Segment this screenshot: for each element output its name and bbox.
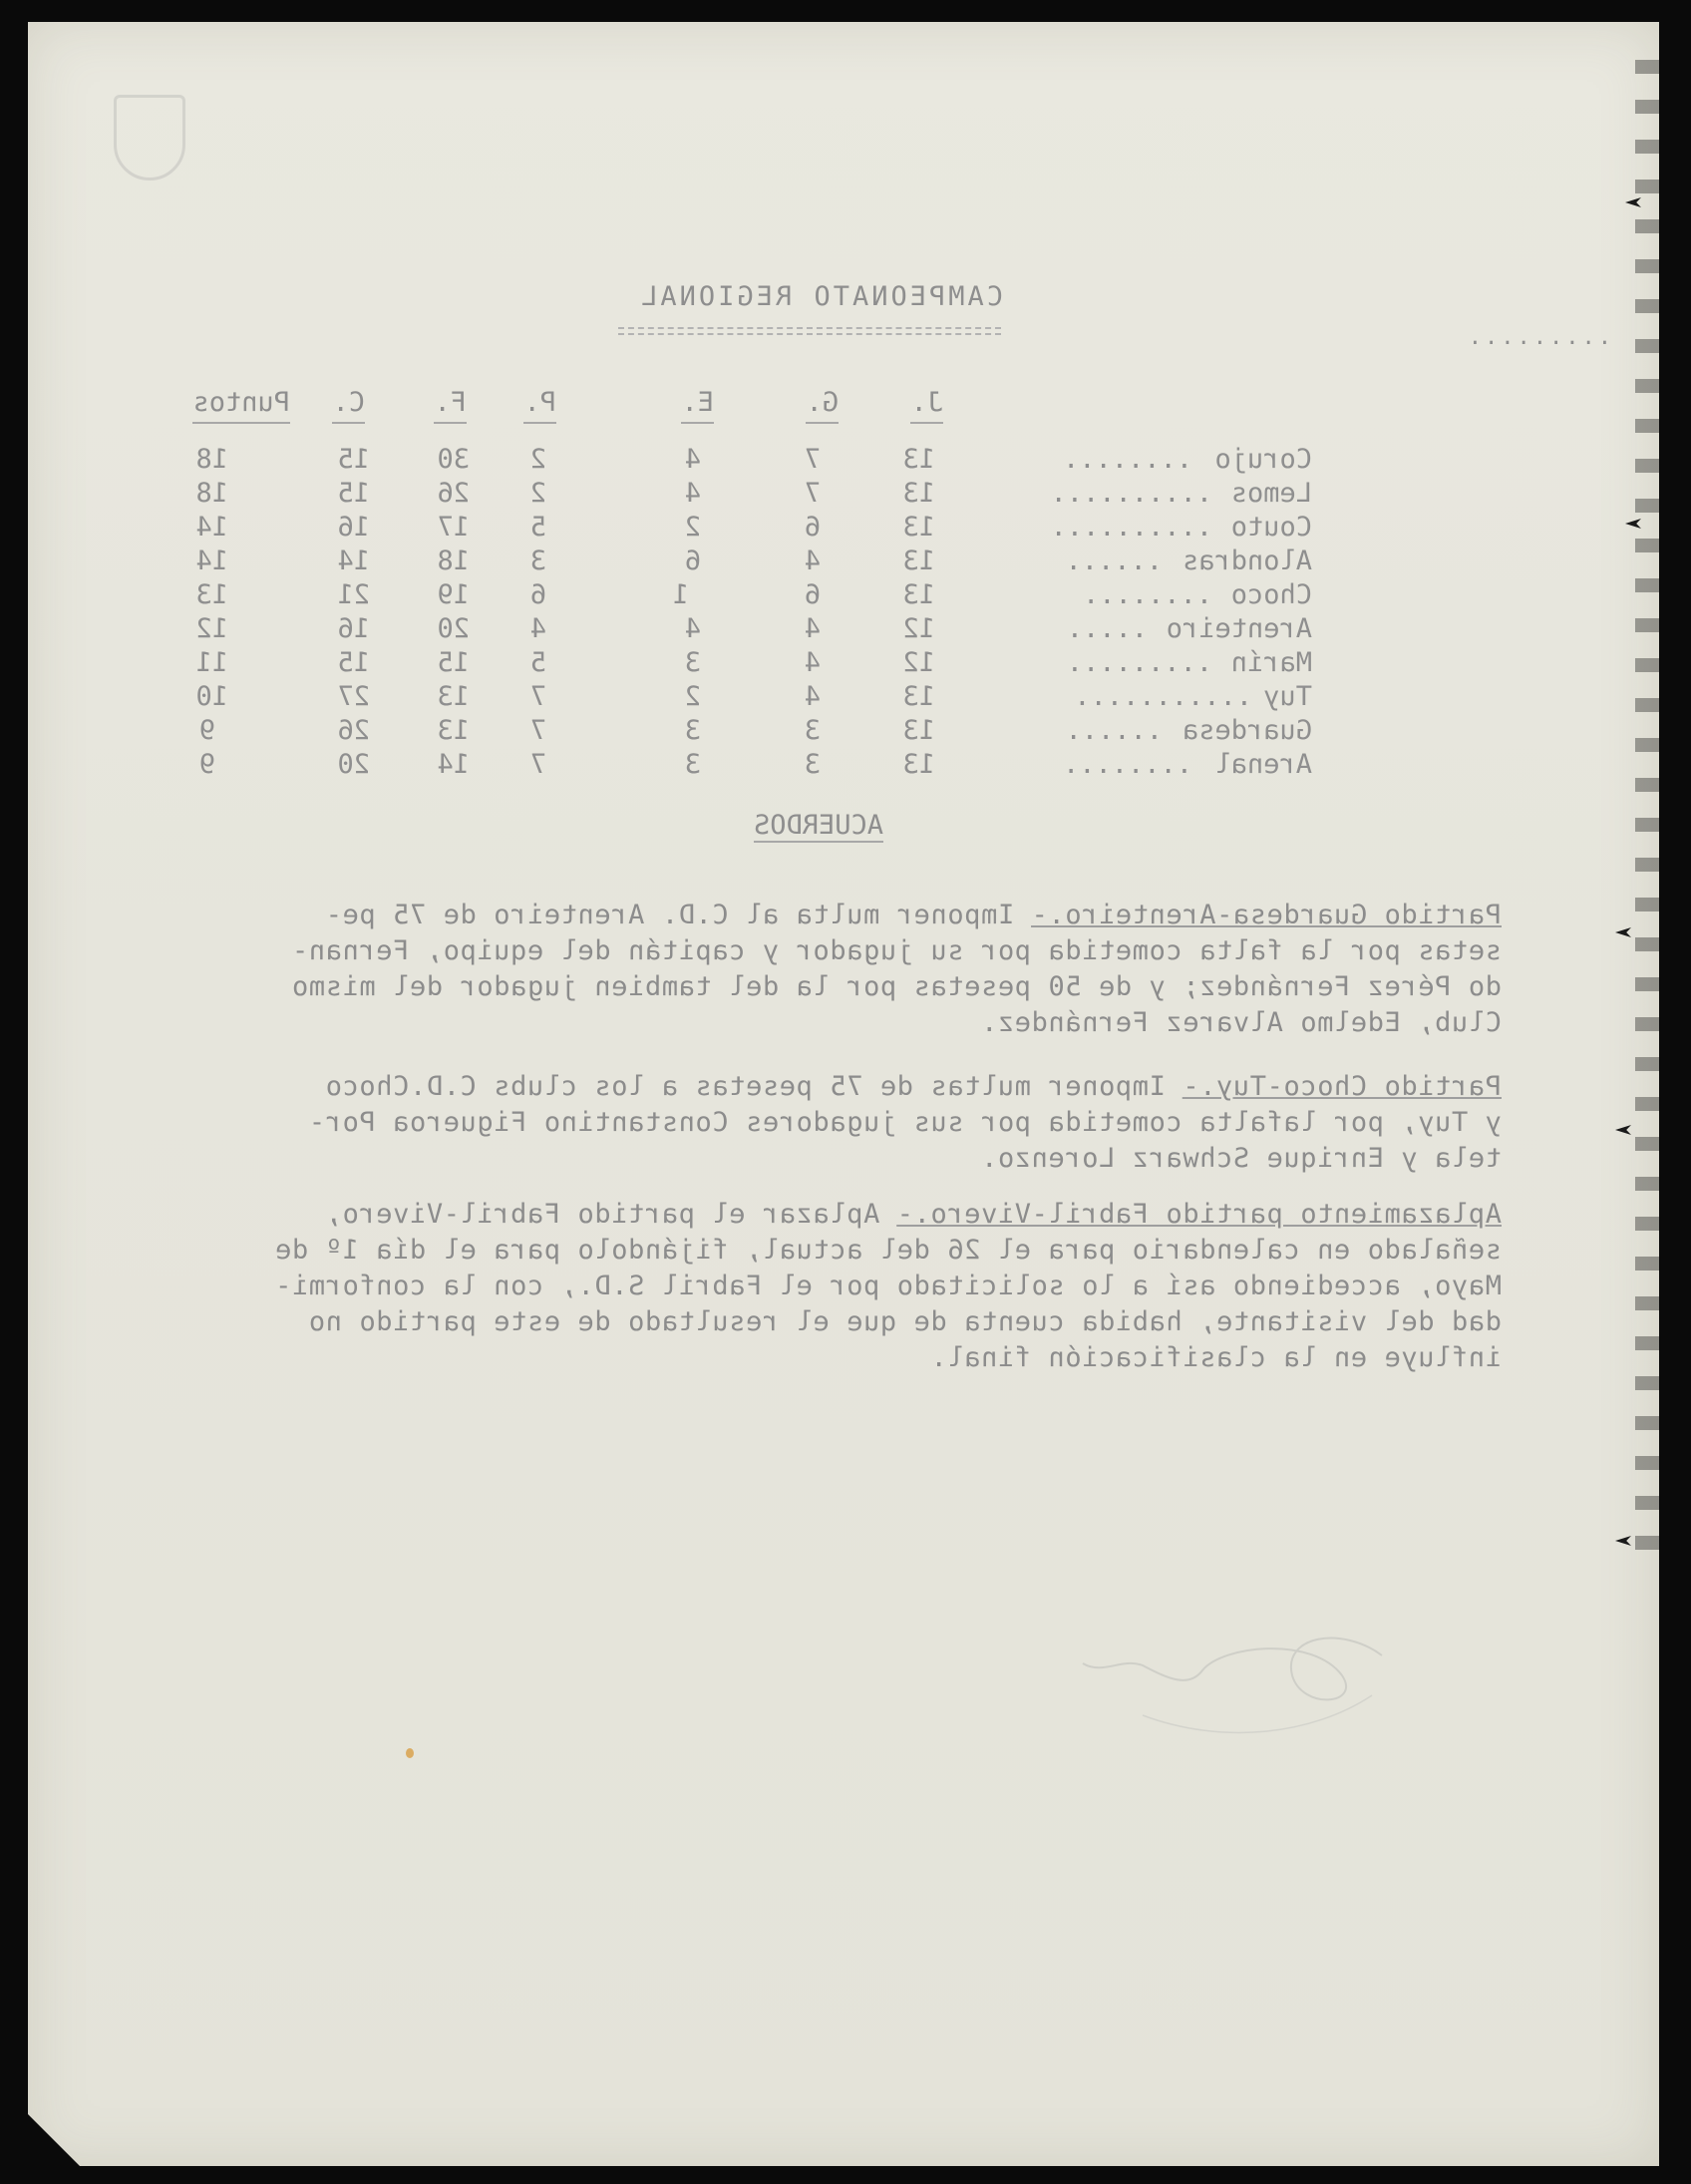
cell-e: 2 [684, 681, 701, 712]
cell-c: 21 [337, 579, 370, 610]
club-name: Alondras [1182, 546, 1312, 576]
table-row [0, 478, 1691, 512]
cell-p: 2 [529, 444, 546, 475]
agreement-line: Imponer multa al C.D. Arenteiro de 75 pe- [325, 900, 1032, 930]
cell-e: 3 [684, 715, 701, 746]
cell-p: 7 [529, 681, 546, 712]
cell-f: 13 [437, 681, 470, 712]
cell-e: 4 [684, 444, 701, 475]
col-e: E. [681, 387, 714, 424]
cell-g: 3 [804, 749, 821, 780]
signature-bleed [1073, 1616, 1402, 1755]
cell-p: 2 [529, 478, 546, 509]
cell-puntos: 11 [195, 647, 228, 678]
agreement-line: do Pérez Fernández; y de 50 pesetas por la del tambien jugador del mismo [291, 971, 1502, 1002]
agreement-line: tela y Enrique Schwarz Lorenzo. [980, 1143, 1502, 1174]
club-name: Lemos [1230, 478, 1312, 509]
col-puntos: Puntos [192, 387, 290, 424]
agreement-line: dad del visitante, habida cuenta de que el resultado de este partido no [308, 1306, 1502, 1337]
cell-p: 3 [529, 546, 546, 576]
club-name: Tuy [1263, 681, 1312, 712]
cell-g: 6 [804, 512, 821, 543]
cell-puntos: 12 [195, 613, 228, 644]
col-p: P. [523, 387, 556, 424]
agreement-paragraph [46, 898, 1502, 1041]
cell-f: 20 [437, 613, 470, 644]
table-row [0, 512, 1691, 546]
cell-c: 16 [337, 613, 370, 644]
cell-j: 13 [902, 681, 935, 712]
club-dots: ...... [1065, 715, 1163, 746]
club-dots: .......... [1050, 478, 1212, 509]
agreement-lead: Partido Guardesa-Arenteiro.- [1031, 900, 1502, 930]
cell-p: 4 [529, 613, 546, 644]
cell-c: 15 [337, 478, 370, 509]
agreement-line: Imponer multas de 75 pesetas a los clubs C.D.Choco [325, 1071, 1183, 1102]
cell-e: 3 [684, 647, 701, 678]
cell-p: 7 [529, 749, 546, 780]
cell-puntos: 14 [195, 546, 228, 576]
cell-g: 4 [804, 613, 821, 644]
cell-p: 5 [529, 647, 546, 678]
agreement-line: y Tuy, por lafalta cometida por sus jugadores Constantino Figueroa Por- [308, 1107, 1502, 1138]
agreement-line: influye en la clasificación final. [929, 1342, 1502, 1373]
cell-j: 13 [902, 715, 935, 746]
table-row [0, 546, 1691, 579]
cell-e: 4 [684, 613, 701, 644]
title-underline [618, 327, 1001, 335]
cell-c: 14 [337, 546, 370, 576]
cell-e: 2 [684, 512, 701, 543]
col-c: C. [332, 387, 365, 424]
stain-spot [406, 1748, 414, 1758]
cell-j: 13 [902, 512, 935, 543]
cell-c: 15 [337, 444, 370, 475]
agreement-paragraph [46, 1197, 1502, 1376]
club-dots: ......... [1066, 647, 1212, 678]
cell-j: 12 [902, 647, 935, 678]
cell-g: 4 [804, 681, 821, 712]
agreement-line: Mayo, accediendo así a lo solicitado por el Fabril S.D., con la conformi- [274, 1271, 1502, 1301]
cell-f: 15 [437, 647, 470, 678]
cell-e: 4 [684, 478, 701, 509]
table-row [0, 444, 1691, 478]
cell-g: 4 [804, 546, 821, 576]
cell-p: 7 [529, 715, 546, 746]
club-dots: ........ [1062, 749, 1192, 780]
cell-f: 26 [437, 478, 470, 509]
table-row [0, 647, 1691, 681]
table-row [0, 613, 1691, 647]
club-dots: ...... [1065, 546, 1163, 576]
cell-g: 4 [804, 647, 821, 678]
cell-g: 7 [804, 444, 821, 475]
cell-e: 3 [684, 749, 701, 780]
federation-emblem [114, 95, 185, 181]
table-header [0, 387, 1691, 427]
cell-p: 6 [529, 579, 546, 610]
cell-j: 13 [902, 546, 935, 576]
cell-puntos: 9 [198, 749, 215, 780]
cell-puntos: 14 [195, 512, 228, 543]
cell-j: 12 [902, 613, 935, 644]
club-name: Marín [1230, 647, 1312, 678]
page-title: CAMPEONATO REGIONAL [638, 281, 1003, 312]
cell-c: 26 [337, 715, 370, 746]
agreement-line: Club, Edelmo Alvarez Fernández. [980, 1007, 1502, 1038]
table-row [0, 749, 1691, 783]
col-j: J. [910, 387, 943, 424]
club-dots: ........... [1074, 681, 1252, 712]
agreement-line: setas por la falta cometida por su jugador y capitán del equipo, Fernan- [291, 935, 1502, 966]
col-f: F. [434, 387, 467, 424]
club-name: Guardesa [1182, 715, 1312, 746]
cell-g: 3 [804, 715, 821, 746]
header-dots: ......... [1465, 325, 1611, 350]
cell-j: 13 [902, 579, 935, 610]
club-name: Couto [1230, 512, 1312, 543]
club-name: Corujo [1214, 444, 1312, 475]
cell-j: 13 [902, 444, 935, 475]
club-name: Arenal [1214, 749, 1312, 780]
table-row [0, 579, 1691, 613]
club-dots: .......... [1050, 512, 1212, 543]
cell-g: 6 [804, 579, 821, 610]
club-name: Choco [1230, 579, 1312, 610]
cell-c: 27 [337, 681, 370, 712]
cell-puntos: 18 [195, 478, 228, 509]
cell-e: 1 [672, 579, 689, 610]
table-row [0, 715, 1691, 749]
club-name: Arenteiro [1166, 613, 1312, 644]
table-row [0, 681, 1691, 715]
cell-puntos: 9 [198, 715, 215, 746]
cell-j: 13 [902, 478, 935, 509]
cell-puntos: 13 [195, 579, 228, 610]
acuerdos-heading: ACUERDOS [753, 810, 883, 841]
cell-puntos: 10 [195, 681, 228, 712]
cell-e: 6 [684, 546, 701, 576]
cell-j: 13 [902, 749, 935, 780]
cell-f: 18 [437, 546, 470, 576]
agreement-line: Aplazar el partido Fabril-Vivero, [325, 1199, 897, 1230]
col-g: G. [806, 387, 839, 424]
cell-f: 30 [437, 444, 470, 475]
cell-p: 5 [529, 512, 546, 543]
agreement-lead: Aplazamiento partido Fabril-Vivero.- [896, 1199, 1502, 1230]
cell-f: 14 [437, 749, 470, 780]
club-dots: ........ [1082, 579, 1212, 610]
agreement-lead: Partido Choco-Tuy.- [1182, 1071, 1502, 1102]
cell-puntos: 18 [195, 444, 228, 475]
club-dots: ........ [1062, 444, 1192, 475]
club-dots: ..... [1066, 613, 1148, 644]
cell-c: 16 [337, 512, 370, 543]
agreement-line: señalado en calendario para el 26 del actual, fijándolo para el día 1º de [274, 1235, 1502, 1266]
cell-f: 17 [437, 512, 470, 543]
cell-c: 20 [337, 749, 370, 780]
cell-c: 15 [337, 647, 370, 678]
cell-f: 19 [437, 579, 470, 610]
cell-g: 7 [804, 478, 821, 509]
cell-f: 13 [437, 715, 470, 746]
agreement-paragraph [46, 1069, 1502, 1177]
